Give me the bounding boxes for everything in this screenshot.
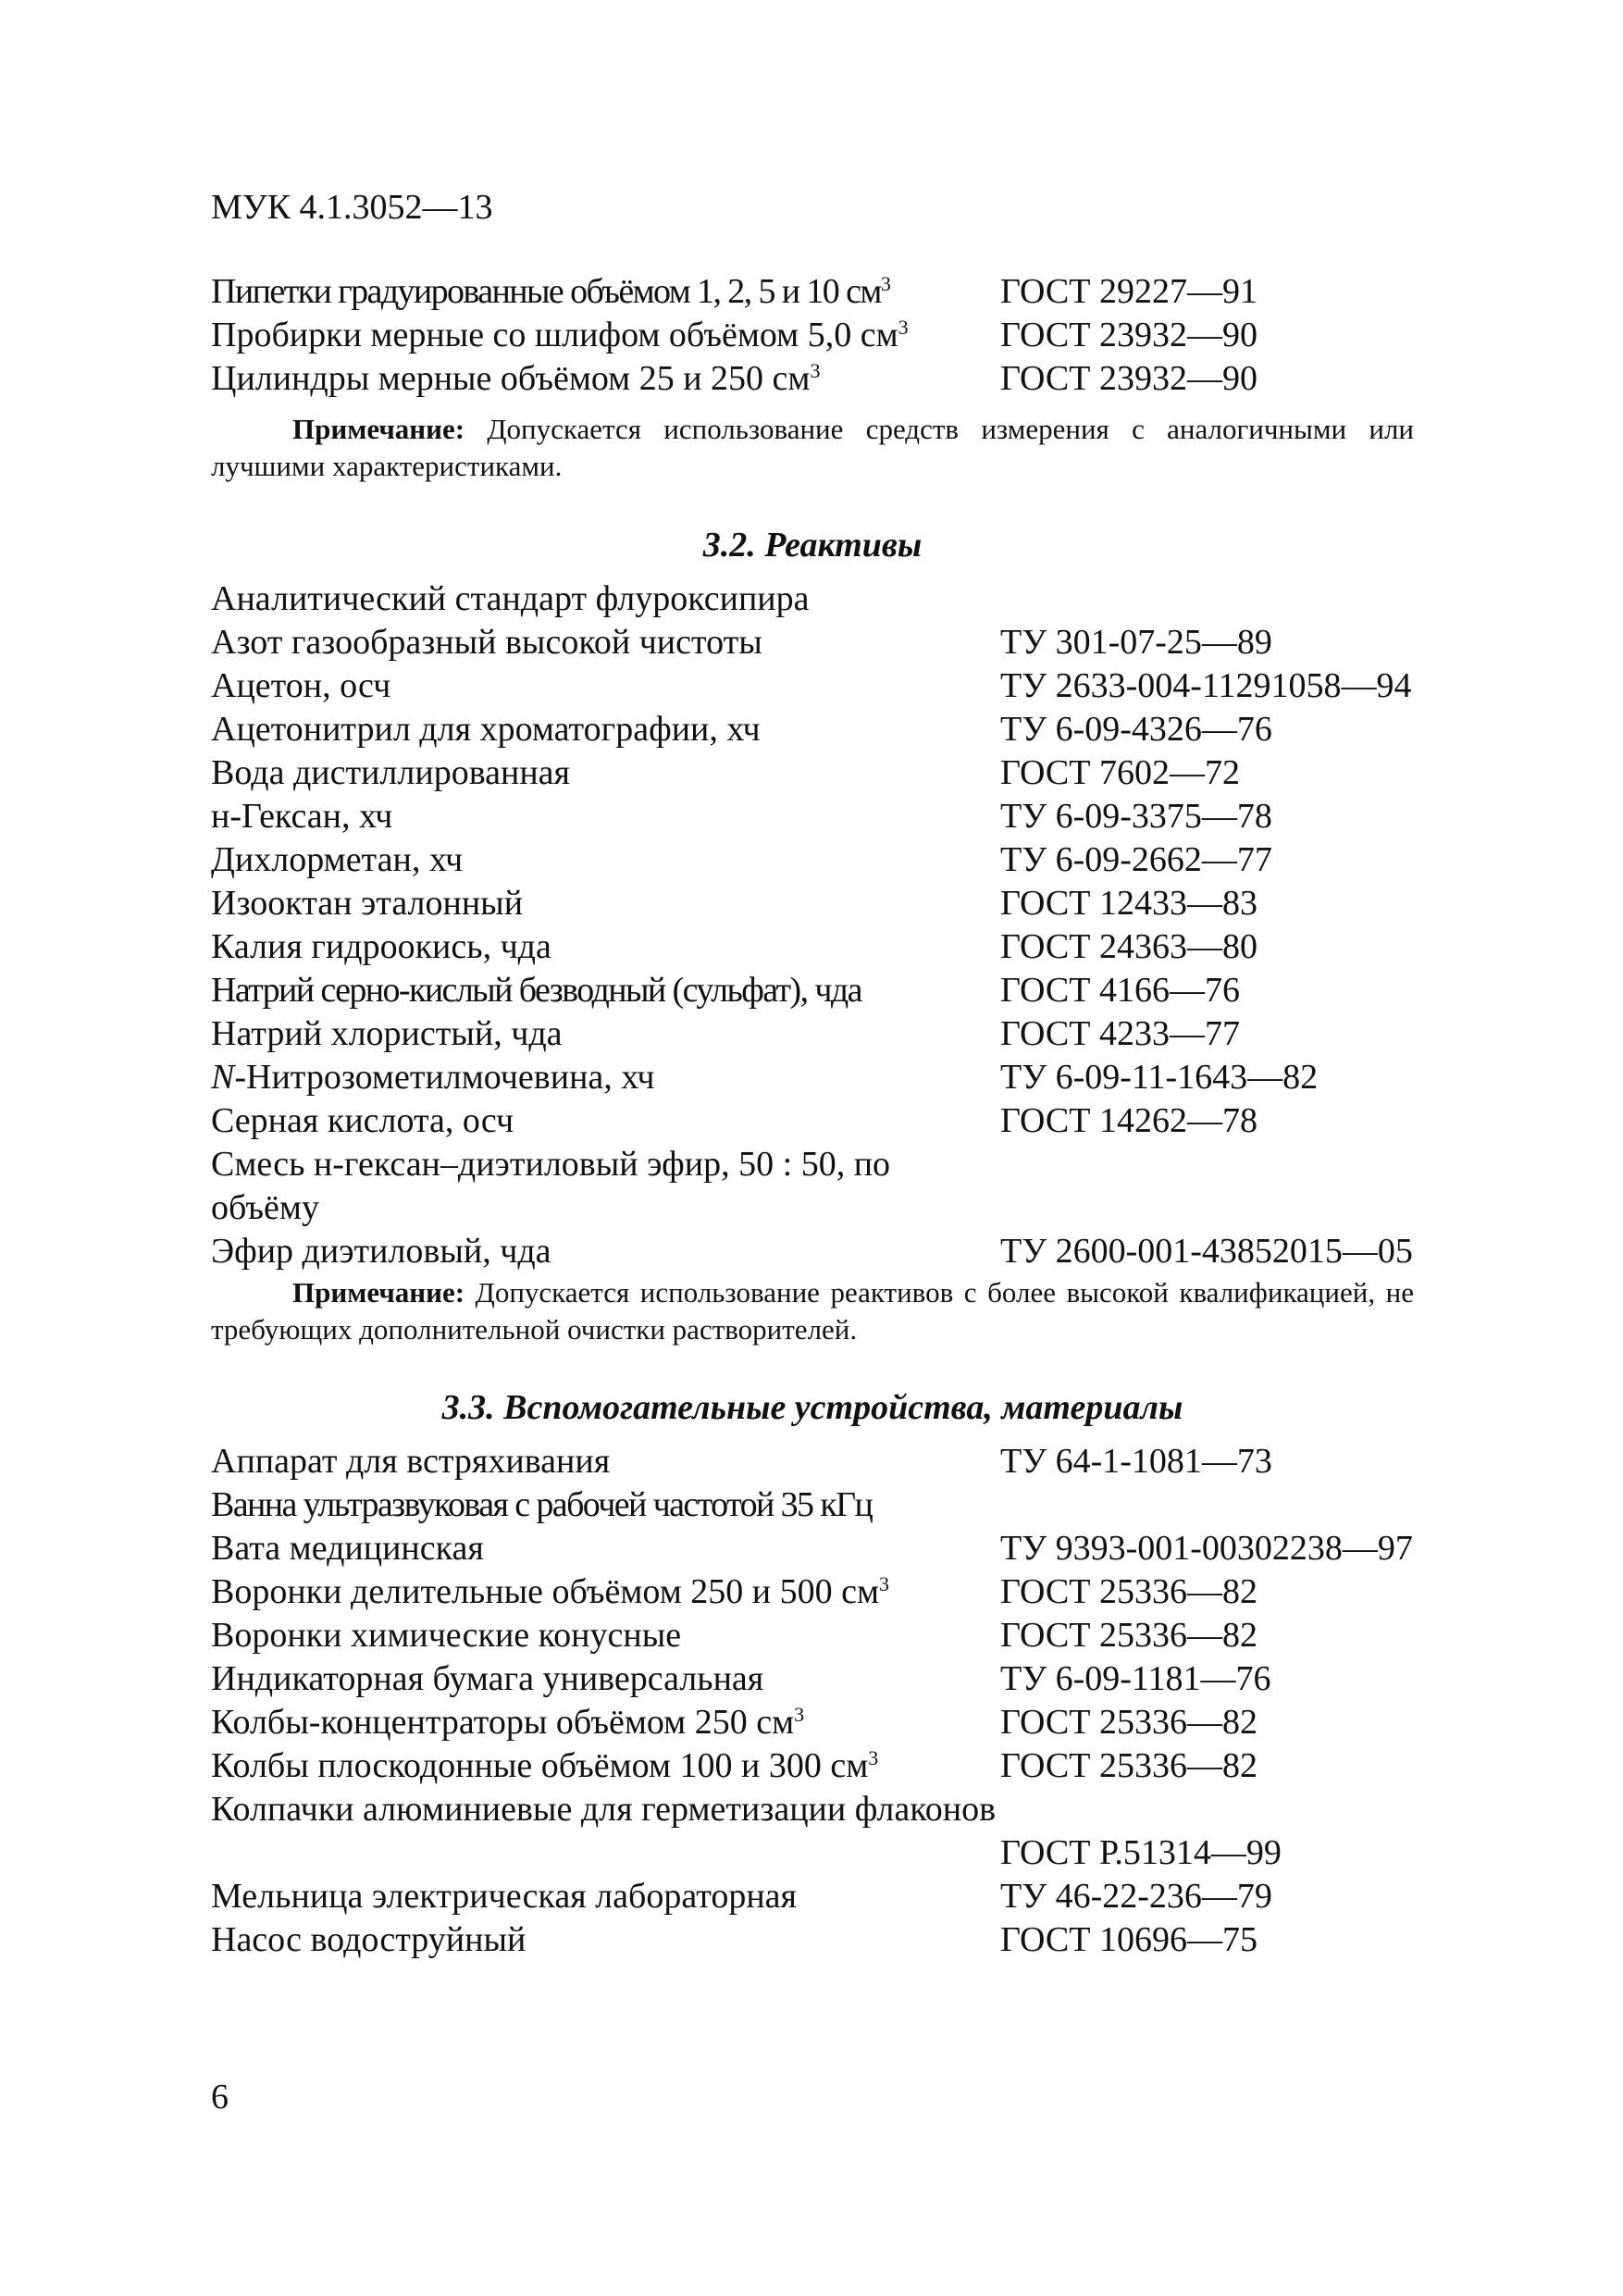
instruments-list [211, 270, 1469, 401]
list-item: Азот газообразный высокой чистоты ТУ 301-07-25—89 [211, 623, 1272, 662]
list-item: Ацетонитрил для хроматографии, хч ТУ 6-09-4326—76 [211, 710, 1272, 749]
list-item: Пробирки мерные со шлифом объёмом 5,0 $см^3$ ГОСТ 23932—90 [211, 314, 1469, 357]
auxiliary-list [211, 1440, 1469, 1962]
list-item: Пипетки градуированные объёмом 1, 2, 5 и 10 $см^3$ ГОСТ 29227—91 [211, 270, 1469, 314]
list-item: н-Гексан, хч ТУ 6-09-3375—78 [211, 797, 1272, 836]
list-item: Смесь н-гексан–диэтиловый эфир, 50 : 50, по объёму [211, 1145, 891, 1227]
page-number: 6 [211, 2078, 229, 2116]
note-instruments: Примечание: Допускается использование средств измерения с аналогичными или лучшими характеристиками. [211, 413, 1414, 482]
section-title-reagents: 3.2. Реактивы [702, 526, 923, 565]
document-code: МУК 4.1.3052—13 [211, 188, 493, 227]
list-item: Изооктан эталонный ГОСТ 12433—83 [211, 884, 1258, 923]
list-item: Эфир диэтиловый, чда ТУ 2600-001-43852015—05 [211, 1232, 1413, 1271]
list-item: Калия гидроокись, чда ГОСТ 24363—80 [211, 927, 1258, 966]
standard-ref: ГОСТ 23932—90 [1000, 359, 1258, 398]
standard-ref: ГОСТ 29227—91 [1000, 272, 1258, 311]
note-reagents: Примечание: Допускается использование реактивов с более высокой квалификацией, не требующих дополнительной очистки растворителей. [211, 1276, 1414, 1346]
list-item: Вата медицинская ТУ 9393-001-00302238—97 [211, 1529, 1413, 1568]
list-item: Колбы плоскодонные объёмом 100 и 300 $см^3$ ГОСТ 25336—82 [211, 1746, 1258, 1785]
list-item: Серная кислота, осч ГОСТ 14262—78 [211, 1101, 1258, 1140]
standard-ref: ГОСТ 23932—90 [1000, 316, 1258, 354]
list-item: Натрий серно-кислый безводный (сульфат), чда ГОСТ 4166—76 [211, 971, 1240, 1010]
list-item: Ванна ультразвуковая с рабочей частотой 35 кГц [211, 1485, 873, 1524]
list-item: Колпачки алюминиевые для герметизации флаконов ГОСТ Р.51314—99 [211, 1790, 1282, 1872]
list-item: Насос водоструйный ГОСТ 10696—75 [211, 1920, 1258, 1959]
list-item: Цилиндры мерные объёмом 25 и 250 $см^3$ ГОСТ 23932—90 [211, 357, 1469, 401]
list-item: Колбы-концентраторы объёмом 250 $см^3$ ГОСТ 25336—82 [211, 1703, 1258, 1742]
list-item: Мельница электрическая лабораторная ТУ 46-22-236—79 [211, 1877, 1272, 1916]
reagents-list [211, 577, 1469, 1273]
list-item: N-Нитрозометилмочевина, хч ТУ 6-09-11-1643—82 [211, 1058, 1319, 1097]
list-item: Воронки химические конусные ГОСТ 25336—82 [211, 1616, 1258, 1655]
list-item: Натрий хлористый, чда ГОСТ 4233—77 [211, 1014, 1240, 1053]
list-item: Дихлорметан, хч ТУ 6-09-2662—77 [211, 840, 1272, 879]
list-item: Аппарат для встряхивания ТУ 64-1-1081—73 [211, 1442, 1272, 1481]
list-item: Индикаторная бумага универсальная ТУ 6-09-1181—76 [211, 1659, 1271, 1698]
section-title-auxiliary: 3.3. Вспомогательные устройства, материалы [441, 1388, 1183, 1427]
list-item: Ацетон, осч ТУ 2633-004-11291058—94 [211, 666, 1412, 705]
list-item: Вода дистиллированная ГОСТ 7602—72 [211, 753, 1240, 792]
list-item: Аналитический стандарт флуроксипира [211, 579, 810, 618]
list-item: Воронки делительные объёмом 250 и 500 $см^3$ ГОСТ 25336—82 [211, 1572, 1258, 1611]
